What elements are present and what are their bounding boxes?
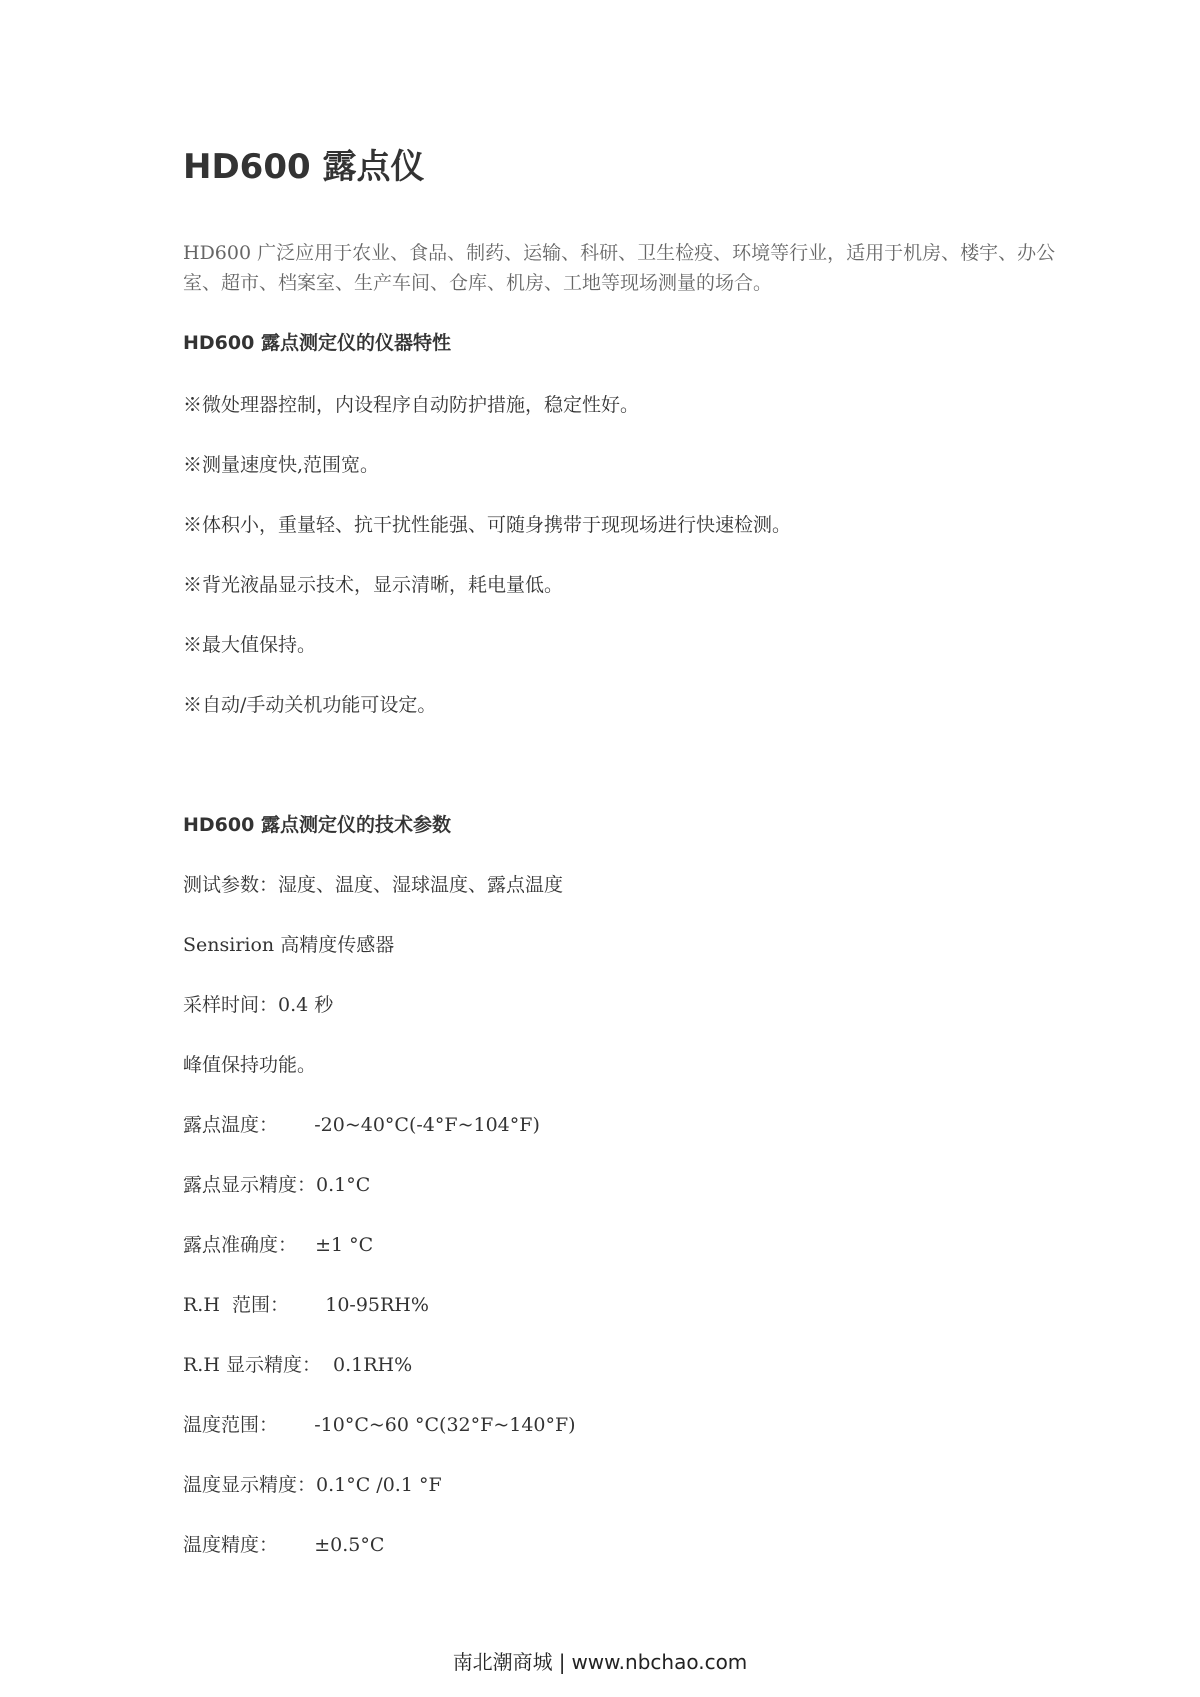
feature-item: ※测量速度快,范围宽。 xyxy=(183,454,380,476)
footer-separator: | xyxy=(558,1650,566,1674)
feature-item: ※背光液晶显示技术，显示清晰，耗电量低。 xyxy=(183,574,564,596)
spec-item: R.H 范围： 10-95RH% xyxy=(183,1294,429,1316)
spec-item: 采样时间：0.4 秒 xyxy=(183,994,334,1016)
spec-item: 温度显示精度：0.1°C /0.1 °F xyxy=(183,1474,442,1496)
spec-item: 峰值保持功能。 xyxy=(183,1054,317,1076)
footer-url-link[interactable]: www.nbchao.com xyxy=(571,1650,748,1674)
specs-heading: HD600 露点测定仪的技术参数 xyxy=(183,814,451,836)
spec-item: 温度范围： -10°C~60 °C(32°F~140°F) xyxy=(183,1414,576,1436)
spec-item: 温度精度： ±0.5°C xyxy=(183,1534,385,1556)
spec-item: 露点准确度： ±1 °C xyxy=(183,1234,374,1256)
spec-item: 露点温度： -20~40°C(-4°F~104°F) xyxy=(183,1114,540,1136)
intro-paragraph: HD600 广泛应用于农业、食品、制药、运输、科研、卫生检疫、环境等行业，适用于机房、楼宇、办公室、超市、档案室、生产车间、仓库、机房、工地等现场测量的场合。 xyxy=(183,242,1056,294)
document-title: HD600 露点仪 xyxy=(183,147,425,187)
spec-item: R.H 显示精度： 0.1RH% xyxy=(183,1354,413,1376)
feature-item: ※体积小，重量轻、抗干扰性能强、可随身携带于现现场进行快速检测。 xyxy=(183,514,792,536)
page-footer xyxy=(0,1652,1200,1672)
spec-item: Sensirion 高精度传感器 xyxy=(183,934,395,956)
spec-item: 测试参数：湿度、温度、湿球温度、露点温度 xyxy=(183,874,564,896)
feature-item: ※最大值保持。 xyxy=(183,634,317,656)
feature-item: ※微处理器控制，内设程序自动防护措施，稳定性好。 xyxy=(183,394,640,416)
features-heading: HD600 露点测定仪的仪器特性 xyxy=(183,332,451,354)
feature-item: ※自动/手动关机功能可设定。 xyxy=(183,694,437,716)
spec-item: 露点显示精度：0.1°C xyxy=(183,1174,371,1196)
footer-site-name: 南北潮商城 xyxy=(452,1650,553,1674)
